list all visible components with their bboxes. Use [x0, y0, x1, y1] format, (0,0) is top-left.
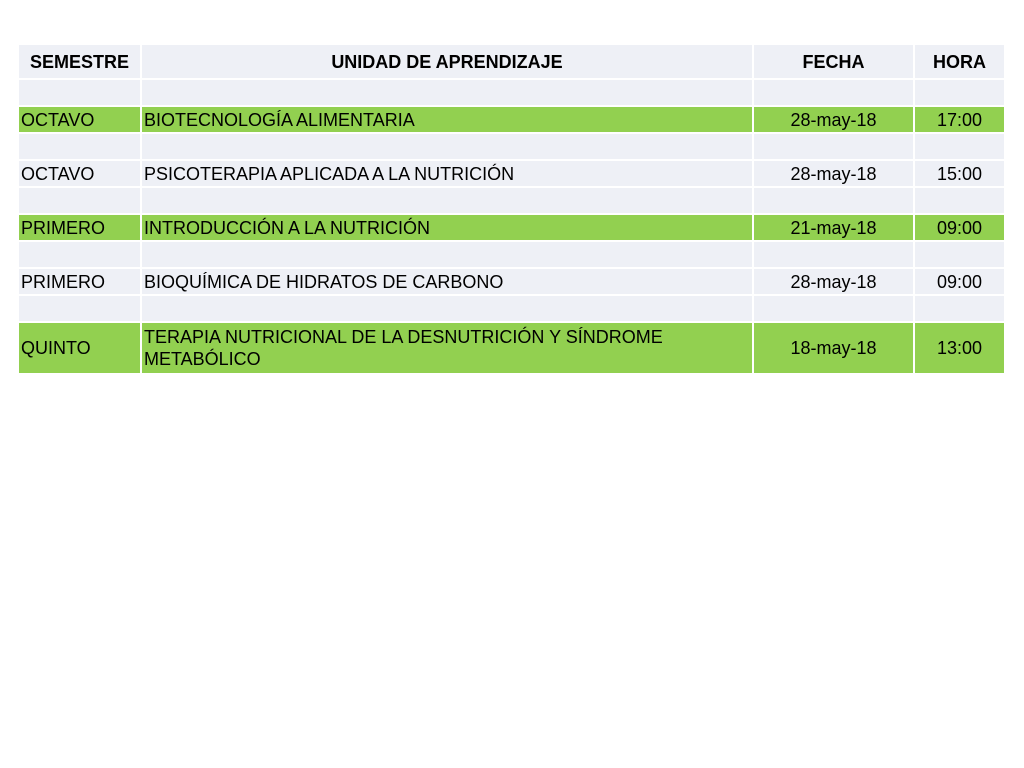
table-row	[19, 322, 1004, 374]
spacer-row	[19, 133, 1004, 160]
cell-fecha: 28-may-18	[753, 106, 914, 133]
cell-semestre: OCTAVO	[19, 106, 141, 133]
table-row	[19, 160, 1004, 187]
header-semestre: SEMESTRE	[19, 45, 141, 79]
cell-hora: 17:00	[914, 106, 1004, 133]
spacer-row	[19, 187, 1004, 214]
cell-hora: 09:00	[914, 214, 1004, 241]
cell-fecha: 18-may-18	[753, 322, 914, 374]
cell-semestre: QUINTO	[19, 322, 141, 374]
cell-semestre: OCTAVO	[19, 160, 141, 187]
exam-schedule-table	[19, 45, 1004, 375]
table-row	[19, 214, 1004, 241]
cell-fecha: 28-may-18	[753, 268, 914, 295]
cell-hora: 09:00	[914, 268, 1004, 295]
spacer-row	[19, 295, 1004, 322]
header-unidad: UNIDAD DE APRENDIZAJE	[141, 45, 753, 79]
cell-unidad: PSICOTERAPIA APLICADA A LA NUTRICIÓN	[141, 160, 753, 187]
table-row	[19, 106, 1004, 133]
header-fecha: FECHA	[753, 45, 914, 79]
cell-unidad: TERAPIA NUTRICIONAL DE LA DESNUTRICIÓN Y SÍNDROME METABÓLICO	[141, 322, 753, 374]
cell-unidad: INTRODUCCIÓN A LA NUTRICIÓN	[141, 214, 753, 241]
cell-hora: 15:00	[914, 160, 1004, 187]
header-hora: HORA	[914, 45, 1004, 79]
spacer-row	[19, 241, 1004, 268]
cell-semestre: PRIMERO	[19, 214, 141, 241]
header-row	[19, 45, 1004, 79]
cell-fecha: 28-may-18	[753, 160, 914, 187]
cell-unidad: BIOQUÍMICA DE HIDRATOS DE CARBONO	[141, 268, 753, 295]
cell-hora: 13:00	[914, 322, 1004, 374]
cell-unidad: BIOTECNOLOGÍA ALIMENTARIA	[141, 106, 753, 133]
spacer-row	[19, 79, 1004, 106]
cell-semestre: PRIMERO	[19, 268, 141, 295]
cell-fecha: 21-may-18	[753, 214, 914, 241]
table-row	[19, 268, 1004, 295]
